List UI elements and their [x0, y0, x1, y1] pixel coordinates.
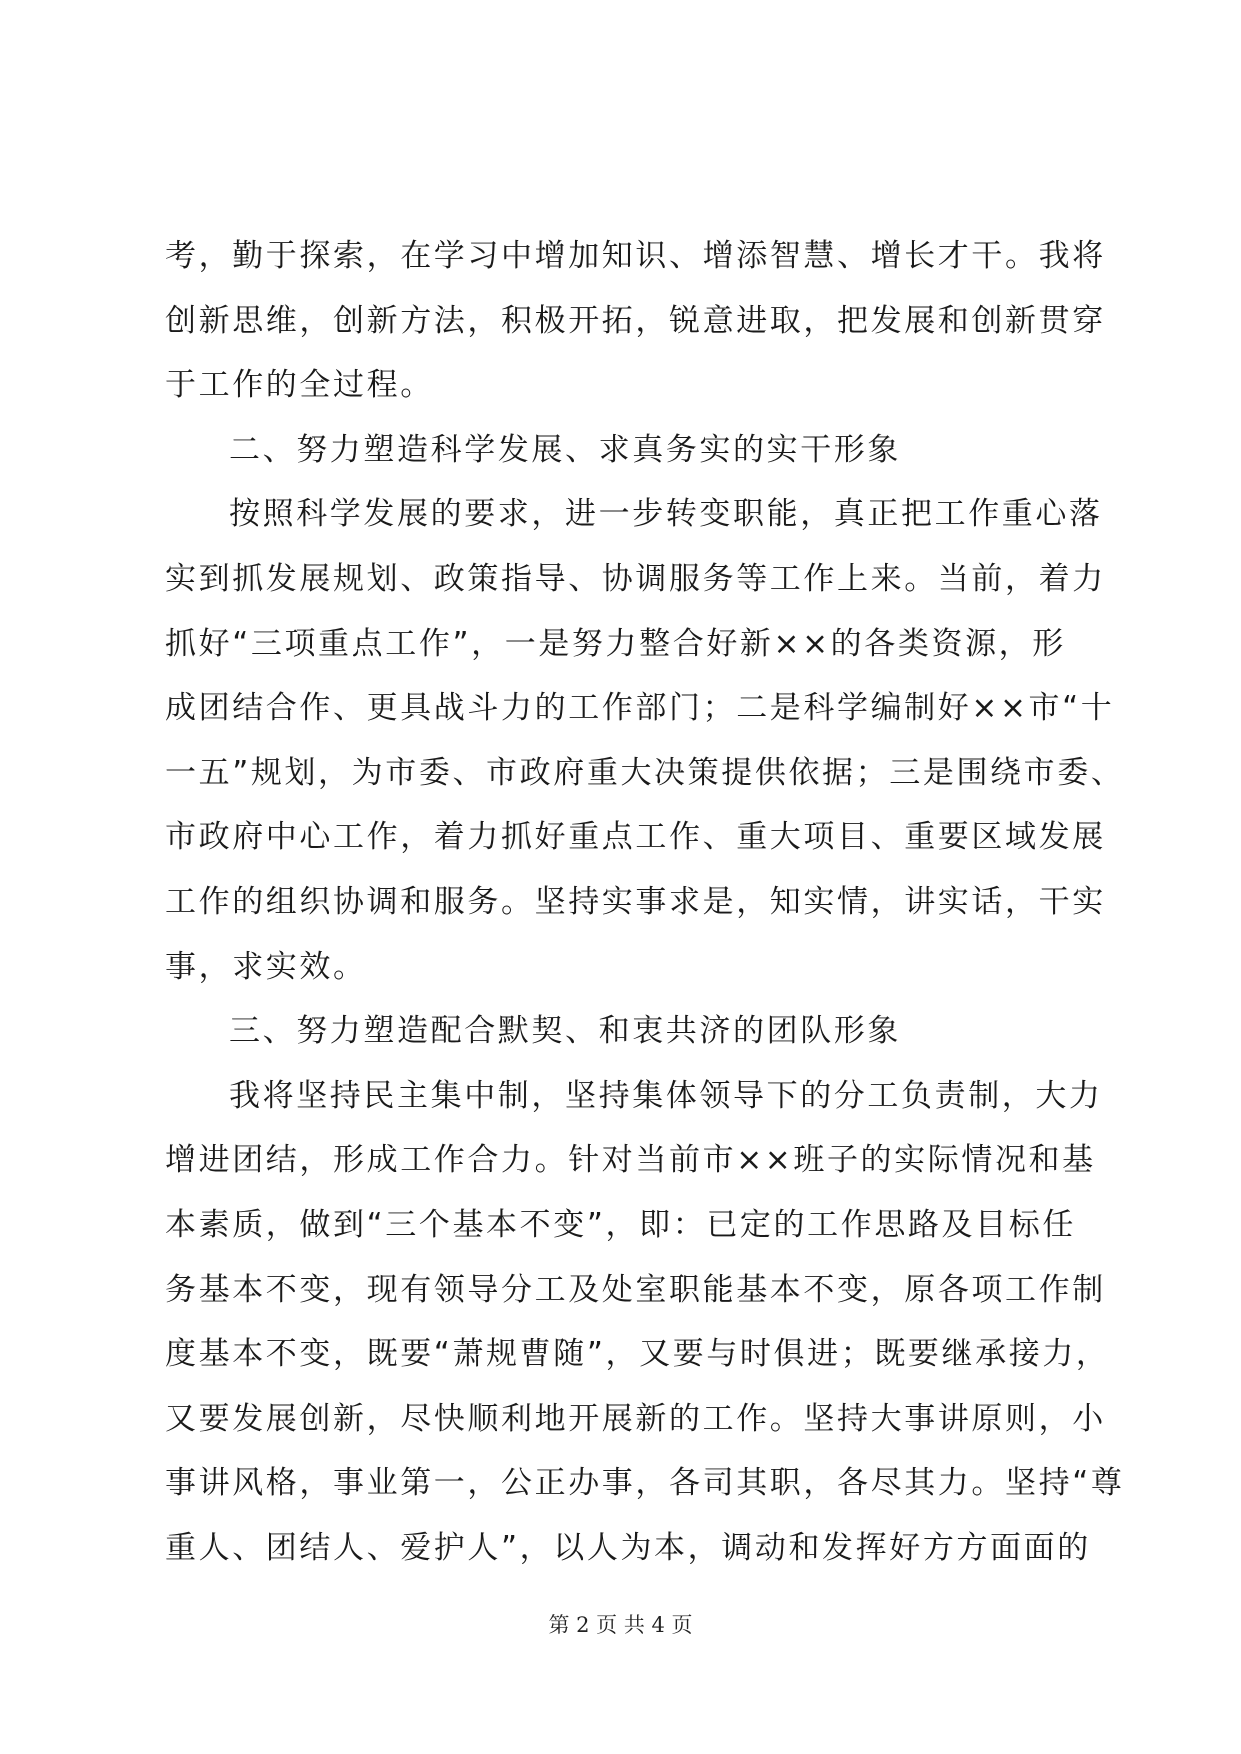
body-line: 成团结合作、更具战斗力的工作部门；二是科学编制好××市“十	[165, 690, 1115, 727]
body-line: 务基本不变，现有领导分工及处室职能基本不变，原各项工作制	[165, 1271, 1106, 1308]
page-footer: 第 2 页 共 4 页	[548, 1613, 693, 1637]
body-line: 事讲风格，事业第一，公正办事，各司其职，各尽其力。坚持“尊	[165, 1465, 1125, 1502]
body-line: 事，求实效。	[165, 948, 367, 985]
paragraph-start-line: 按照科学发展的要求，进一步转变职能，真正把工作重心落	[229, 496, 1103, 533]
body-line: 于工作的全过程。	[165, 367, 434, 404]
section-heading-3: 三、努力塑造配合默契、和衷共济的团队形象	[229, 1013, 901, 1050]
body-line: 抓好“三项重点工作”，一是努力整合好新××的各类资源，形	[165, 625, 1066, 662]
body-line: 增进团结，形成工作合力。针对当前市××班子的实际情况和基	[165, 1142, 1096, 1179]
body-line: 重人、团结人、爱护人”，以人为本，调动和发挥好方方面面的	[165, 1529, 1091, 1566]
paragraph-start-line: 我将坚持民主集中制，坚持集体领导下的分工负责制，大力	[229, 1077, 1103, 1114]
body-line: 又要发展创新，尽快顺利地开展新的工作。坚持大事讲原则，小	[165, 1400, 1106, 1437]
body-line: 度基本不变，既要“萧规曹随”，又要与时俱进；既要继承接力，	[165, 1336, 1110, 1373]
body-line: 考，勤于探索，在学习中增加知识、增添智慧、增长才干。我将	[165, 238, 1106, 274]
document-body	[165, 224, 1125, 1580]
body-line: 实到抓发展规划、政策指导、协调服务等工作上来。当前，着力	[165, 560, 1106, 597]
section-heading-2: 二、努力塑造科学发展、求真务实的实干形象	[229, 431, 901, 468]
body-line: 一五”规划，为市委、市政府重大决策提供依据；三是围绕市委、	[165, 754, 1125, 791]
body-line: 本素质，做到“三个基本不变”，即：已定的工作思路及目标任	[165, 1206, 1076, 1243]
body-line: 创新思维，创新方法，积极开拓，锐意进取，把发展和创新贯穿	[165, 302, 1106, 339]
body-line: 工作的组织协调和服务。坚持实事求是，知实情，讲实话，干实	[165, 883, 1106, 920]
body-line: 市政府中心工作，着力抓好重点工作、重大项目、重要区域发展	[165, 819, 1106, 856]
